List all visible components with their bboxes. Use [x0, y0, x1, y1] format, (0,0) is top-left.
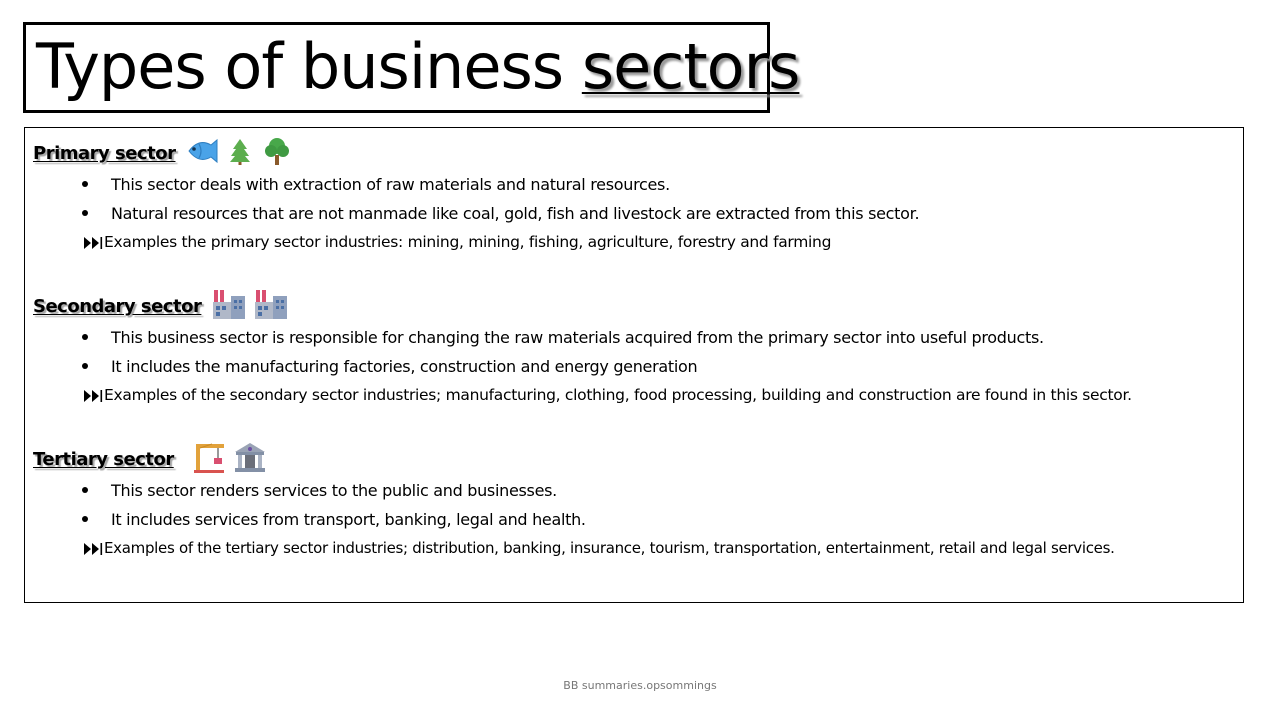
bullet-dot — [82, 516, 88, 522]
fast-forward-icon — [84, 389, 104, 403]
section-heading-row — [33, 289, 1238, 323]
bullet-text: This sector deals with extraction of raw materials and natural resources. — [111, 175, 670, 194]
bullet-item — [33, 170, 1238, 199]
section-heading: Primary sector — [33, 142, 176, 164]
section-heading-row — [33, 442, 1238, 476]
section-heading: Secondary sector — [33, 295, 202, 317]
bullet-text: Natural resources that are not manmade like coal, gold, fish and livestock are extracted from this sector. — [111, 204, 920, 223]
example-item — [33, 534, 1238, 563]
example-text: Examples the primary sector industries: mining, mining, fishing, agriculture, forestry and farming — [104, 233, 832, 251]
page-title — [36, 27, 799, 107]
section-tertiary — [33, 442, 1238, 563]
bullet-dot — [82, 487, 88, 493]
factory-icon — [211, 288, 247, 324]
bullet-item — [33, 323, 1238, 352]
content-box — [24, 127, 1244, 603]
section-secondary — [33, 289, 1238, 410]
bullet-text: It includes services from transport, banking, legal and health. — [111, 510, 586, 529]
title-main: Types of business — [36, 30, 582, 103]
bullet-text: This sector renders services to the public and businesses. — [111, 481, 557, 500]
bullet-text: It includes the manufacturing factories, construction and energy generation — [111, 357, 698, 376]
bank-icon — [232, 441, 268, 477]
bullet-item — [33, 505, 1238, 534]
title-box — [23, 22, 800, 113]
factory-icon — [253, 288, 289, 324]
crane-icon — [192, 440, 226, 478]
fast-forward-icon — [84, 542, 104, 556]
example-text: Examples of the tertiary sector industries; distribution, banking, insurance, tourism, transportation, entertainment, retail and legal services. — [104, 539, 1115, 557]
bullet-text: This business sector is responsible for changing the raw materials acquired from the primary sector into useful products. — [111, 328, 1044, 347]
example-item — [33, 381, 1238, 410]
section-lines — [33, 323, 1238, 410]
section-primary — [33, 136, 1238, 257]
section-heading-row — [33, 136, 1238, 170]
fast-forward-icon — [84, 236, 104, 250]
bullet-dot — [82, 210, 88, 216]
title-emphasis: sectors — [581, 30, 800, 103]
bullet-dot — [82, 334, 88, 340]
section-lines — [33, 170, 1238, 257]
section-lines — [33, 476, 1238, 563]
fish-icon — [185, 136, 219, 170]
bullet-item — [33, 476, 1238, 505]
bullet-item — [33, 199, 1238, 228]
bullet-dot — [82, 181, 88, 187]
deciduous-tree-icon — [261, 135, 293, 171]
example-item — [33, 228, 1238, 257]
bullet-item — [33, 352, 1238, 381]
pine-tree-icon — [225, 136, 255, 170]
bullet-dot — [82, 363, 88, 369]
section-heading: Tertiary sector — [33, 448, 174, 470]
footer-credit: BB summaries.opsommings — [563, 679, 717, 692]
example-text: Examples of the secondary sector industries; manufacturing, clothing, food processing, building and construction are found in this sector. — [104, 386, 1132, 404]
